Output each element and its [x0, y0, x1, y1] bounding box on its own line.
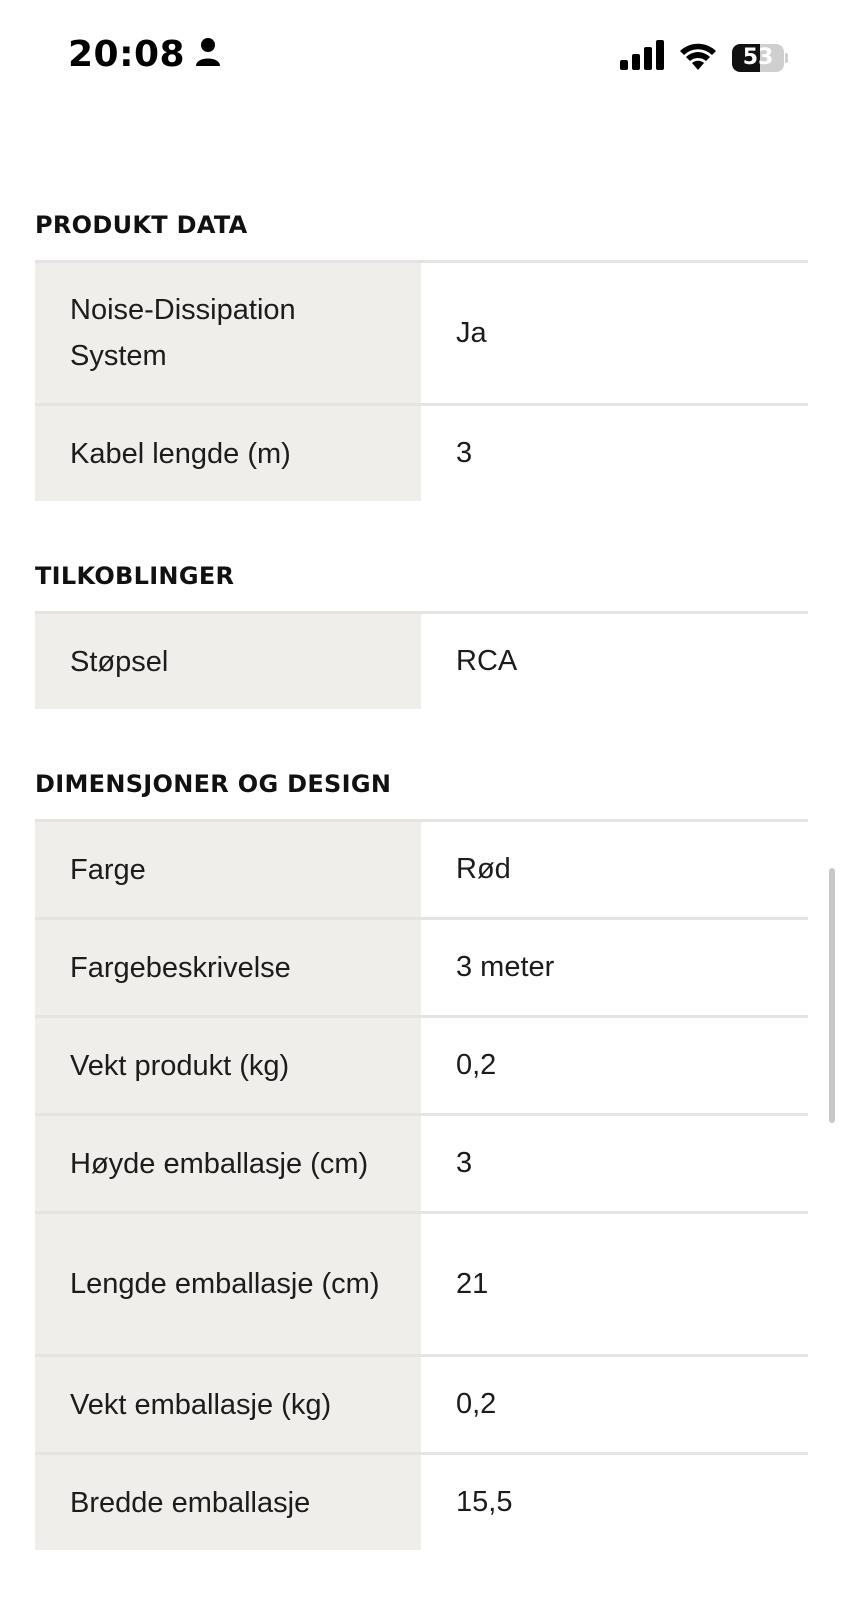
- battery-body: [732, 44, 784, 72]
- table-row: [35, 920, 808, 1018]
- spec-label: Vekt emballasje (kg): [35, 1357, 421, 1452]
- table-row: [35, 263, 808, 406]
- table-row: [35, 1018, 808, 1116]
- spec-label: Farge: [35, 822, 421, 917]
- section-title-dimensjoner-og-design: DIMENSJONER OG DESIGN: [35, 770, 392, 798]
- time-group: [68, 34, 221, 75]
- spec-value: 3: [456, 1147, 473, 1179]
- spec-value: 0,2: [456, 1049, 497, 1081]
- status-bar: [0, 0, 860, 112]
- spec-value: Ja: [456, 316, 487, 349]
- table-row: [35, 822, 808, 920]
- battery-cap: [785, 53, 788, 63]
- battery-icon: [732, 43, 788, 73]
- table-row: [35, 614, 808, 709]
- spec-label: Lengde emballasje (cm): [35, 1214, 421, 1354]
- cellular-signal-icon: [620, 40, 664, 75]
- spec-label: Høyde emballasje (cm): [35, 1116, 421, 1211]
- table-row: [35, 1455, 808, 1550]
- spec-table-tilkoblinger: [35, 611, 808, 709]
- table-row: [35, 1116, 808, 1214]
- battery-level: 53: [742, 44, 774, 70]
- spec-value: 15,5: [456, 1486, 513, 1518]
- spec-label: Noise-Dissipation System: [35, 263, 421, 403]
- scrollbar[interactable]: [829, 868, 835, 1123]
- table-row: [35, 1214, 808, 1357]
- section-title-tilkoblinger: TILKOBLINGER: [35, 562, 235, 590]
- spec-table-produkt-data: [35, 260, 808, 501]
- person-icon: [195, 37, 221, 72]
- spec-value: 21: [456, 1267, 489, 1300]
- table-row: [35, 1357, 808, 1455]
- spec-label: Kabel lengde (m): [35, 406, 421, 501]
- table-row: [35, 406, 808, 501]
- status-time: 20:08: [68, 34, 186, 75]
- spec-label: Fargebeskrivelse: [35, 920, 421, 1015]
- spec-value: 3: [456, 437, 473, 469]
- section-title-produkt-data: PRODUKT DATA: [35, 211, 248, 239]
- wifi-icon: [678, 40, 718, 75]
- spec-value: 0,2: [456, 1388, 497, 1420]
- spec-label: Vekt produkt (kg): [35, 1018, 421, 1113]
- spec-label: Støpsel: [35, 614, 421, 709]
- spec-value: 3 meter: [456, 951, 555, 983]
- spec-table-dimensjoner-og-design: [35, 819, 808, 1550]
- spec-label: Bredde emballasje: [35, 1455, 421, 1550]
- product-specs: [35, 200, 808, 1600]
- spec-value: Rød: [456, 853, 511, 885]
- spec-value: RCA: [456, 645, 518, 677]
- status-right: [620, 40, 788, 75]
